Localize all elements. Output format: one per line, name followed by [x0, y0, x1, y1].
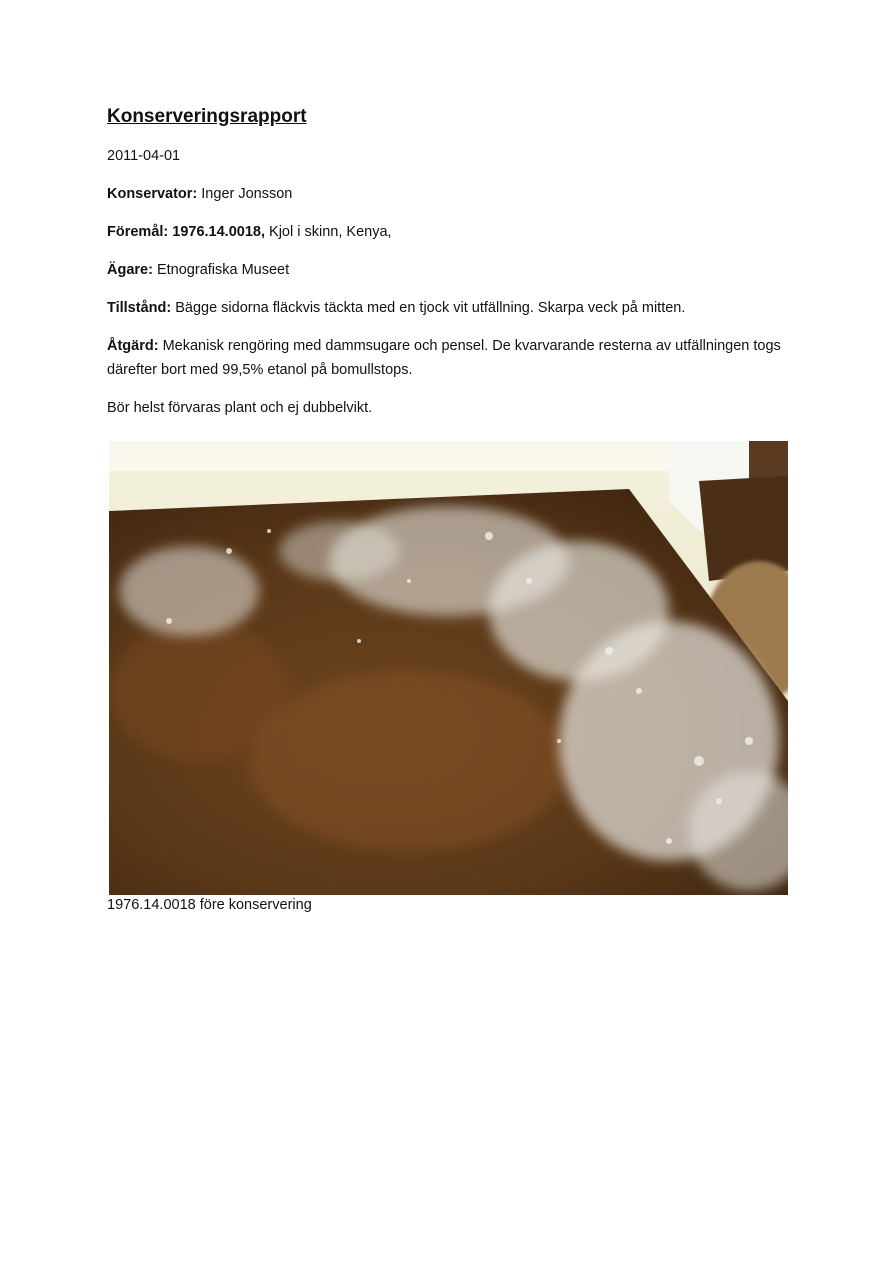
condition-line	[107, 296, 797, 320]
object-line	[107, 220, 797, 244]
treatment-label: Åtgärd:	[107, 338, 159, 354]
report-title: Konserveringsrapport	[107, 106, 307, 127]
report-body	[107, 104, 797, 434]
owner-value: Etnografiska Museet	[156, 262, 290, 278]
object-value: Kjol i skinn, Kenya,	[269, 224, 392, 240]
conservator-label: Konservator:	[107, 186, 198, 202]
storage-note: Bör helst förvaras plant och ej dubbelvikt.	[107, 400, 373, 416]
owner-label: Ägare:	[107, 262, 153, 278]
condition-label: Tillstånd:	[107, 300, 172, 316]
leather-skirt-photo-illustration	[109, 441, 788, 895]
owner-line	[107, 258, 797, 282]
treatment-value: Mekanisk rengöring med dammsugare och pensel. De kvarvarande resterna av utfällningen togs därefter bort med 99,5% etanol på bomullstops.	[107, 338, 781, 378]
conservator-line	[107, 182, 797, 206]
object-photo	[109, 441, 788, 895]
conservator-value: Inger Jonsson	[201, 186, 293, 202]
treatment-line	[107, 334, 797, 382]
condition-value: Bägge sidorna fläckvis täckta med en tjock vit utfällning. Skarpa veck på mitten.	[175, 300, 686, 316]
report-date: 2011-04-01	[107, 148, 181, 164]
object-label: Föremål: 1976.14.0018,	[107, 224, 265, 240]
photo-caption: 1976.14.0018 före konservering	[107, 897, 312, 913]
